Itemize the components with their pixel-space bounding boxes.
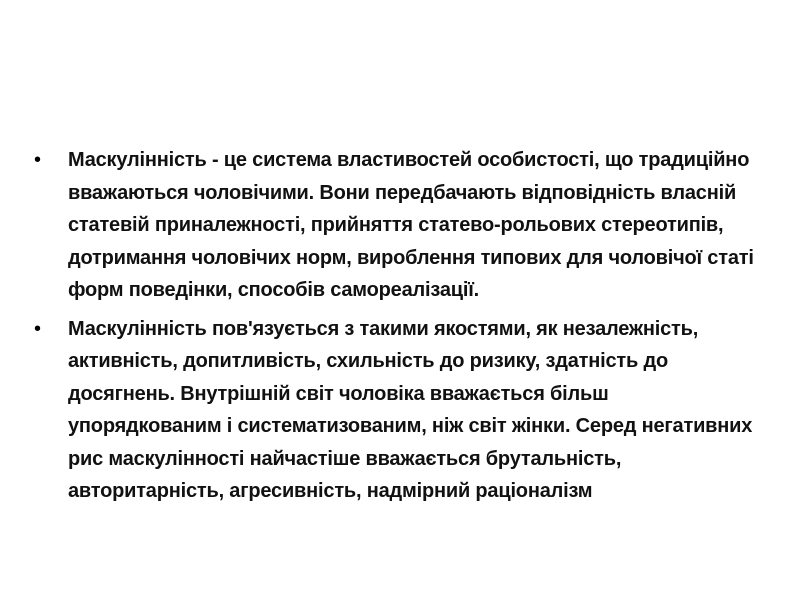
- bullet-icon: •: [34, 317, 42, 340]
- bullet-list: [34, 144, 764, 514]
- bullet-icon: •: [34, 149, 42, 171]
- bullet-text: Маскулінність - це система властивостей особистості, що традиційно вважаються чоловічими. Вони передбачають відповідність власній статевій приналежності, прийняття статево-рольових стереотипів, дотримання чоловічих норм, вироблення типових для чоловічої статі форм поведінки, способів самореалізації.: [68, 149, 754, 301]
- bullet-text: Маскулінність пов'язується з такими якостями, як незалежність, активність, допитливість, схильність до ризику, здатність до досягнень. Внутрішній світ чоловіка вважається більш упорядкованим і систематизованим, ніж світ жінки. Серед негативних рис маскулінності найчастіше вважається брутальність, авторитарність, агресивність, надмірний раціоналізм: [68, 317, 753, 502]
- bullet-item-masculinity-qualities: [34, 313, 764, 508]
- bullet-item-masculinity-definition: [34, 144, 764, 307]
